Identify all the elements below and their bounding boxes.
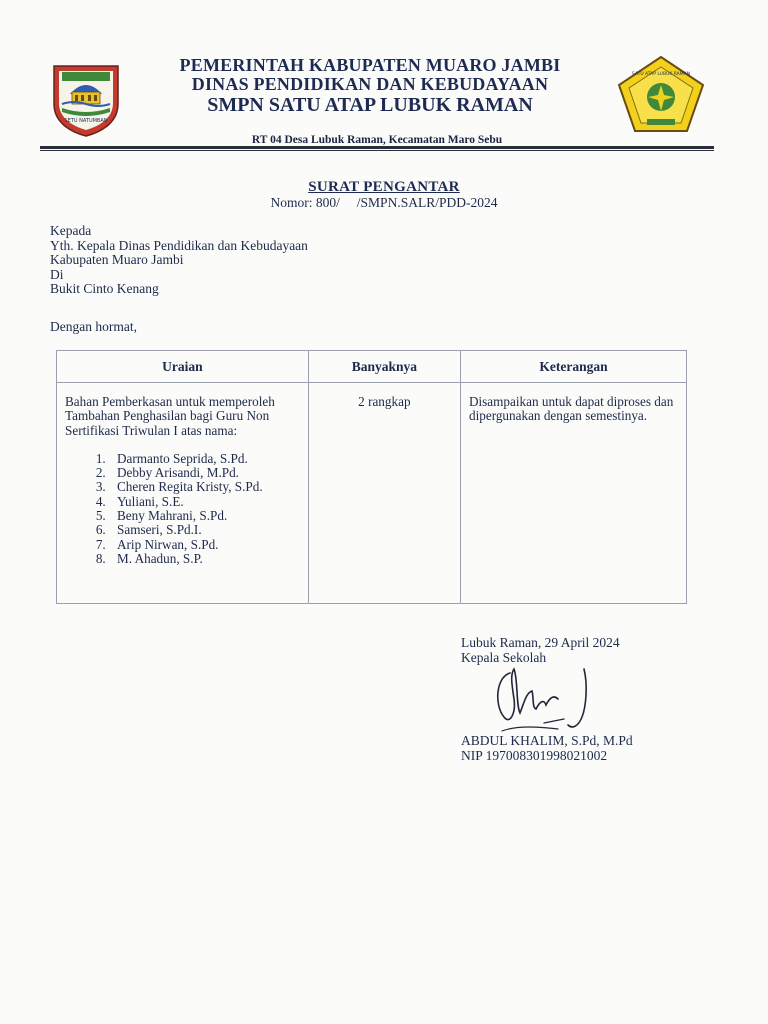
header-divider-thin bbox=[40, 150, 714, 151]
svg-text:SATU ATAP LUBUK RAMAN: SATU ATAP LUBUK RAMAN bbox=[631, 72, 691, 77]
recipient-line: Kabupaten Muaro Jambi bbox=[50, 252, 184, 267]
uraian-description: Bahan Pemberkasan untuk memperoleh Tambahan Penghasilan bagi Guru Non Sertifikasi Triwulan I atas nama: bbox=[65, 394, 275, 438]
recipient-block bbox=[50, 224, 308, 297]
greeting: Dengan hormat, bbox=[50, 319, 137, 334]
recipient-line: Bukit Cinto Kenang bbox=[50, 281, 159, 296]
cell-keterangan: Disampaikan untuk dapat diproses dan dipergunakan dengan semestinya. bbox=[460, 383, 686, 604]
cover-letter-table bbox=[56, 350, 687, 604]
handwritten-signature bbox=[488, 655, 598, 740]
letter-title: SURAT PENGANTAR bbox=[308, 179, 460, 195]
school-address: RT 04 Desa Lubuk Raman, Kecamatan Maro Sebu bbox=[251, 134, 503, 146]
header-school-name: SMPN SATU ATAP LUBUK RAMAN bbox=[207, 94, 533, 116]
recipient-line: Kepada bbox=[50, 223, 92, 238]
list-item: 8. M. Ahadun, S.P. bbox=[109, 552, 300, 566]
list-item: 3. Cheren Regita Kristy, S.Pd. bbox=[109, 480, 300, 494]
column-header-uraian: Uraian bbox=[57, 351, 309, 383]
regency-emblem-logo bbox=[50, 60, 122, 138]
signer-position: Kepala Sekolah bbox=[461, 649, 547, 665]
recipient-line: Di bbox=[50, 266, 64, 282]
header-government: PEMERINTAH KABUPATEN MUARO JAMBI bbox=[179, 55, 561, 75]
cell-uraian bbox=[57, 383, 309, 604]
table-row bbox=[57, 383, 687, 604]
signer-nip: NIP 197008301998021002 bbox=[461, 747, 608, 763]
list-item: 5. Beny Mahrani, S.Pd. bbox=[109, 509, 300, 523]
teacher-name-list bbox=[65, 452, 300, 566]
header-divider-thick bbox=[40, 146, 714, 149]
column-header-keterangan: Keterangan bbox=[460, 351, 686, 383]
recipient-line: Yth. Kepala Dinas Pendidikan dan Kebudayaan bbox=[50, 237, 308, 253]
table-header-row bbox=[57, 351, 687, 383]
signer-name: ABDUL KHALIM, S.Pd, M.Pd bbox=[461, 733, 633, 748]
signer-block bbox=[461, 734, 633, 763]
school-emblem-logo bbox=[617, 55, 705, 133]
place-date: Lubuk Raman, 29 April 2024 bbox=[461, 635, 620, 650]
list-item: 6. Samseri, S.Pd.I. bbox=[109, 523, 300, 537]
list-item: 1. Darmanto Seprida, S.Pd. bbox=[109, 452, 300, 466]
list-item: 2. Debby Arisandi, M.Pd. bbox=[109, 466, 300, 480]
svg-text:SETU NATUMBAN: SETU NATUMBAN bbox=[64, 118, 108, 124]
list-item: 4. Yuliani, S.E. bbox=[109, 495, 300, 509]
column-header-banyaknya: Banyaknya bbox=[308, 351, 460, 383]
header-department: DINAS PENDIDIKAN DAN KEBUDAYAAN bbox=[191, 74, 549, 94]
cell-banyaknya: 2 rangkap bbox=[308, 383, 460, 604]
list-item: 7. Arip Nirwan, S.Pd. bbox=[109, 538, 300, 552]
letter-number: Nomor: 800/ /SMPN.SALR/PDD-2024 bbox=[270, 195, 498, 210]
